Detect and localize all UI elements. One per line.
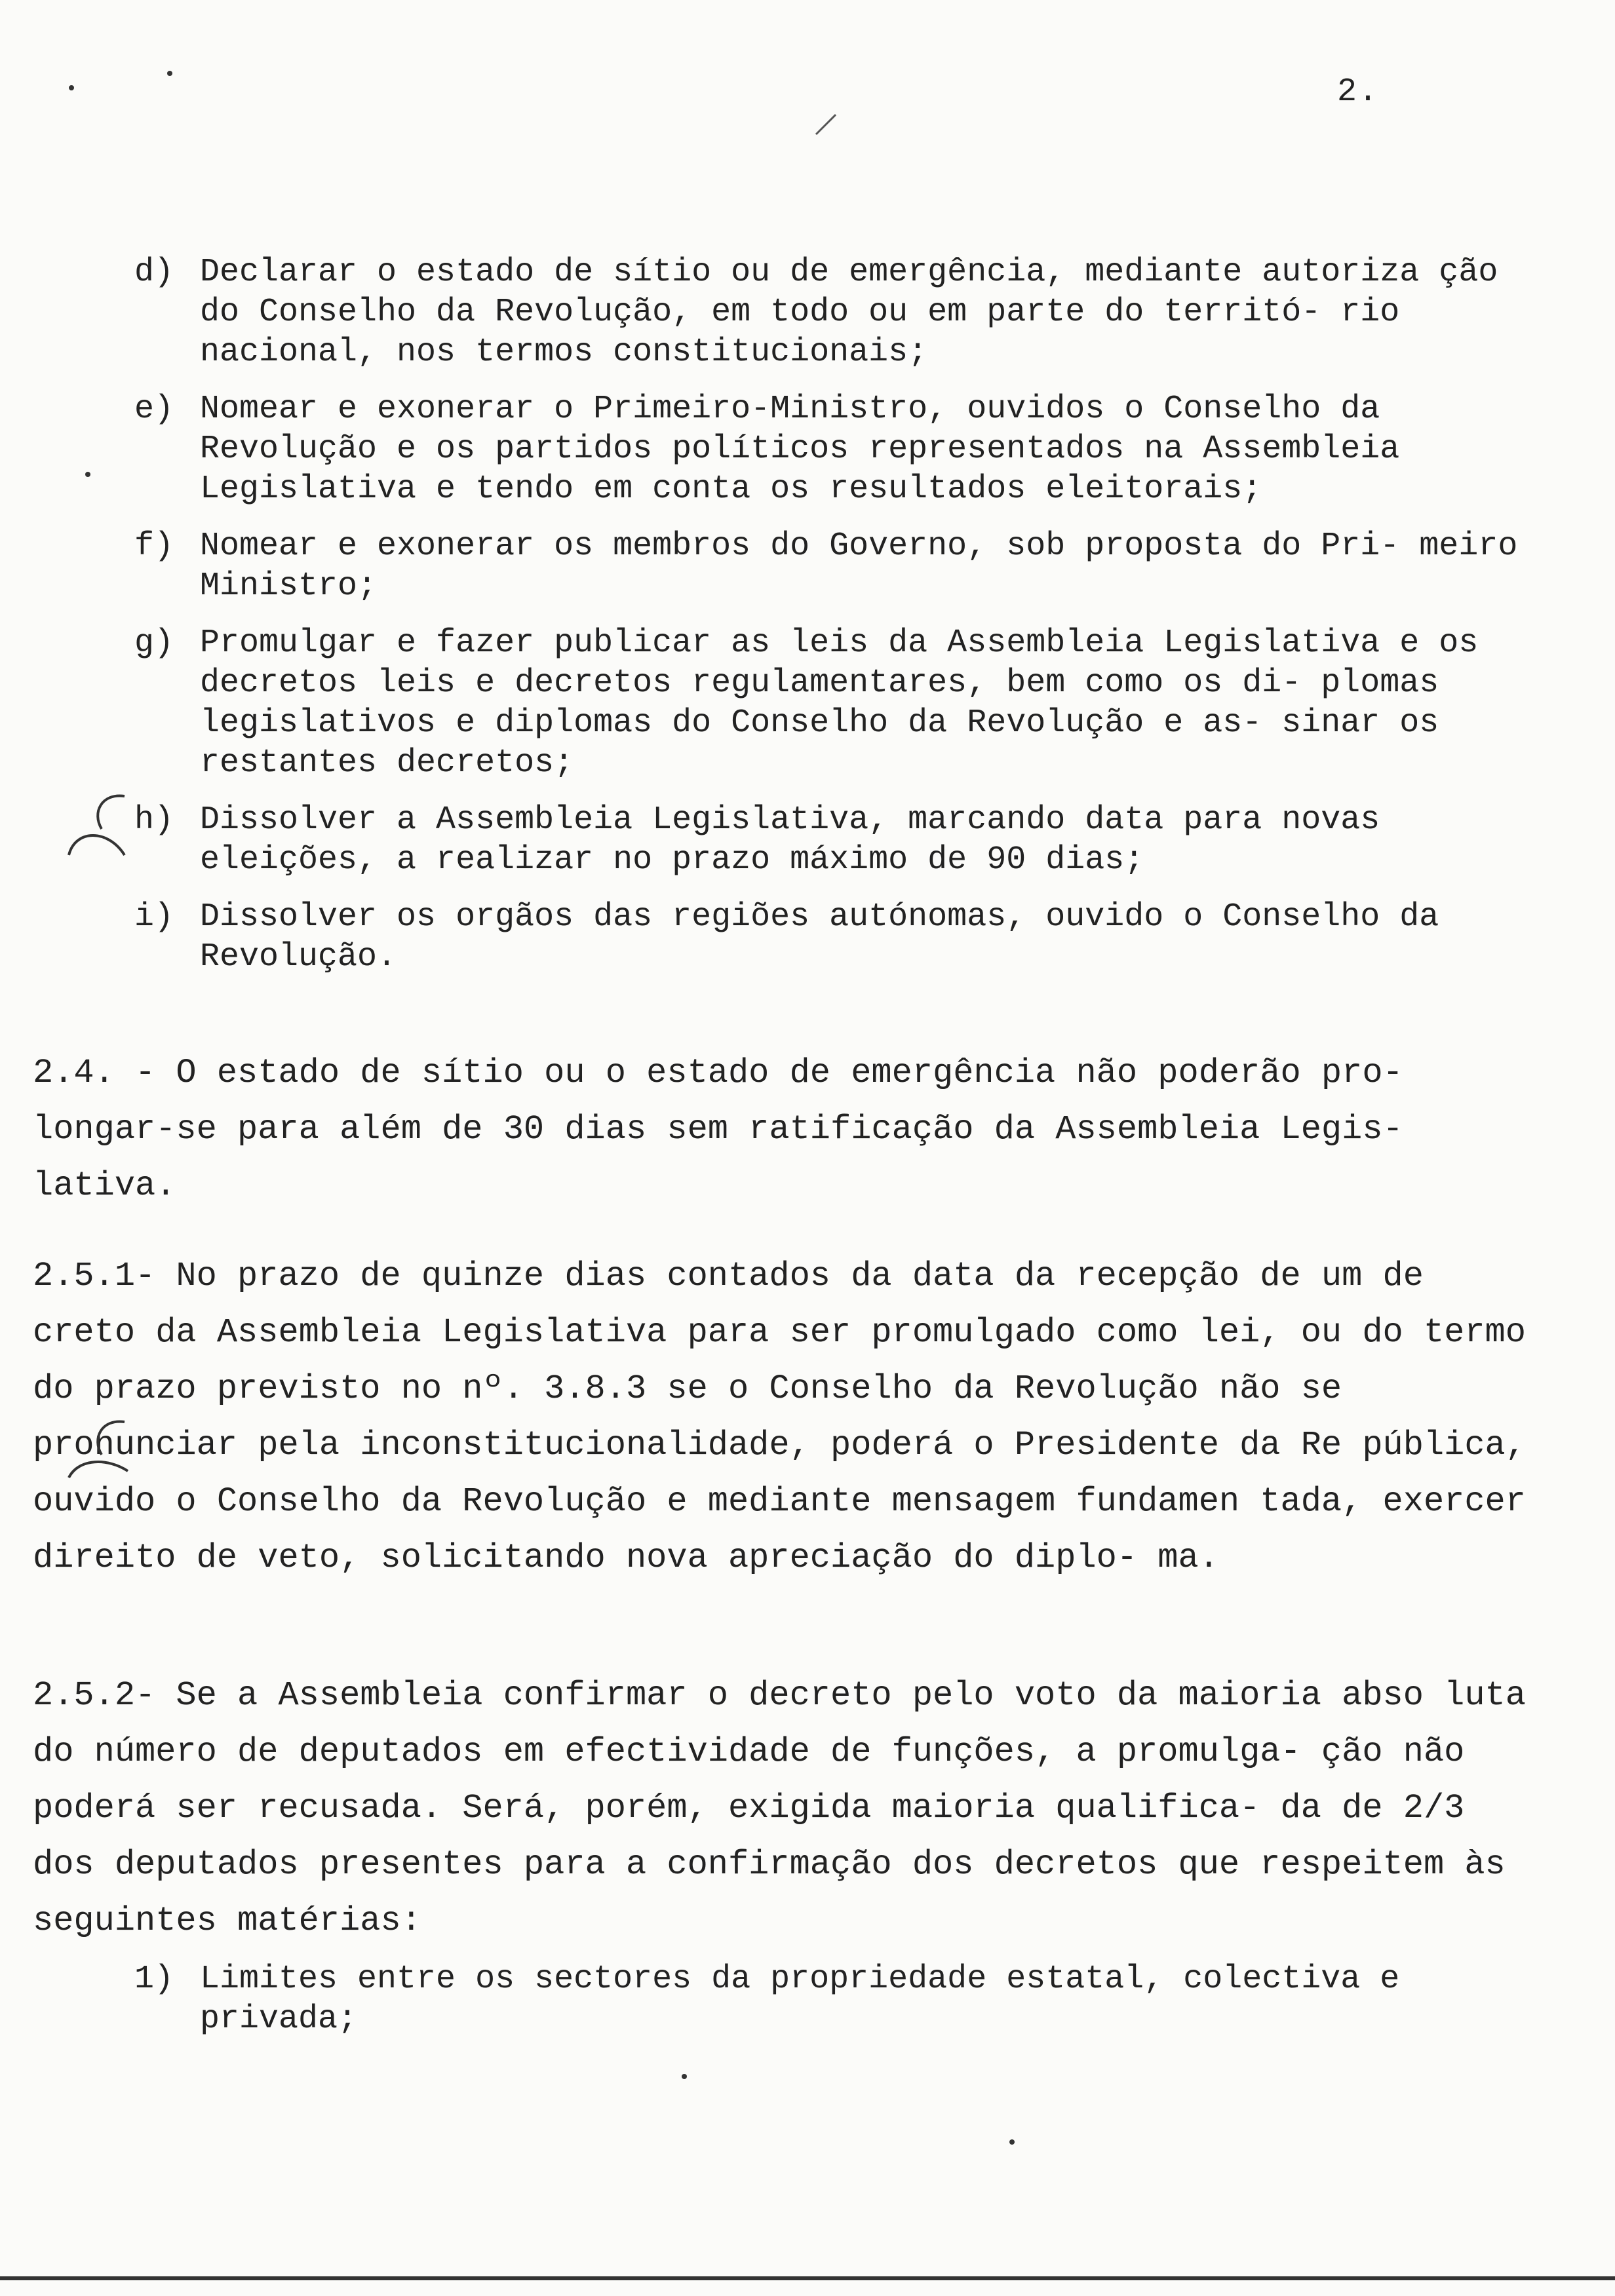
item-text: Nomear e exonerar o Primeiro-Ministro, ouvidos o Conselho da Revolução e os partidos políticos representados na Assembleia Legislativa e tendo em conta os resultados eleitorais;	[200, 391, 1400, 508]
item-label: 1)	[134, 1961, 174, 1998]
scan-speck	[69, 85, 74, 90]
item-list	[134, 252, 1524, 994]
item-text: Declarar o estado de sítio ou de emergência, mediante autoriza ção do Conselho da Revolução, em todo ou em parte do territó- rio nacional, nos termos constitucionais;	[200, 254, 1498, 371]
item-label: e)	[134, 391, 174, 428]
list-item	[134, 623, 1524, 783]
item-text: Dissolver a Assembleia Legislativa, marcando data para novas eleições, a realizar no prazo máximo de 90 dias;	[200, 801, 1380, 879]
item-label: i)	[134, 898, 174, 936]
scan-speck	[167, 71, 172, 76]
paragraph-text: 2.4. - O estado de sítio ou o estado de emergência não poderão pro- longar-se para além de 30 dias sem ratificação da Assembleia Legis- lativa.	[33, 1054, 1403, 1205]
list-item	[134, 800, 1524, 880]
paragraph-2-5-2	[33, 1668, 1540, 1949]
item-text: Dissolver os orgãos das regiões autónomas, ouvido o Conselho da Revolução.	[200, 898, 1439, 976]
sub-item-list	[134, 1959, 1524, 2056]
list-item	[134, 389, 1524, 509]
handwritten-bracket-icon	[62, 783, 134, 862]
paragraph-2-5-1	[33, 1248, 1540, 1586]
item-text: Nomear e exonerar os membros do Governo, sob proposta do Pri- meiro Ministro;	[200, 527, 1518, 605]
bottom-edge-line	[0, 2276, 1615, 2280]
handwritten-tick-icon	[813, 111, 839, 138]
item-label: d)	[134, 254, 174, 291]
item-label: f)	[134, 527, 174, 565]
item-label: h)	[134, 801, 174, 839]
scan-speck	[682, 2074, 687, 2079]
page-number: 2.	[1337, 73, 1380, 111]
paragraph-2-4	[33, 1045, 1540, 1214]
paragraph-text: 2.5.2- Se a Assembleia confirmar o decreto pelo voto da maioria abso luta do número de deputados em efectividade de funções, a promulga- ção não poderá ser recusada. Será, porém, exigida maioria qualifica- da de 2/3 dos deputados presentes para a confirmação dos decretos que respeitem às seguintes matérias:	[33, 1676, 1526, 1940]
scan-speck	[85, 472, 90, 477]
handwritten-bracket-icon	[62, 1409, 134, 1487]
paragraph-text: 2.5.1- No prazo de quinze dias contados da data da recepção de um de creto da Assembleia Legislativa para ser promulgado como lei, ou do termo do prazo previsto no nº. 3.8.3 se o Conselho da Revolução não se pronunciar pela inconstitucionalidade, poderá o Presidente da Re pública, ouvido o Conselho da Revolução e mediante mensagem fundamen tada, exercer direito de veto, solicitando nova apreciação do diplo- ma.	[33, 1257, 1526, 1577]
item-label: g)	[134, 624, 174, 662]
item-text: Limites entre os sectores da propriedade estatal, colectiva e privada;	[200, 1961, 1400, 2038]
list-item	[134, 526, 1524, 606]
list-item	[134, 252, 1524, 372]
list-item	[134, 897, 1524, 977]
item-text: Promulgar e fazer publicar as leis da Assembleia Legislativa e os decretos leis e decretos regulamentares, bem como os di- plomas legislativos e diplomas do Conselho da Revolução e as- sinar os restantes decretos;	[200, 624, 1479, 782]
scan-speck	[1009, 2139, 1015, 2145]
list-item	[134, 1959, 1524, 2039]
